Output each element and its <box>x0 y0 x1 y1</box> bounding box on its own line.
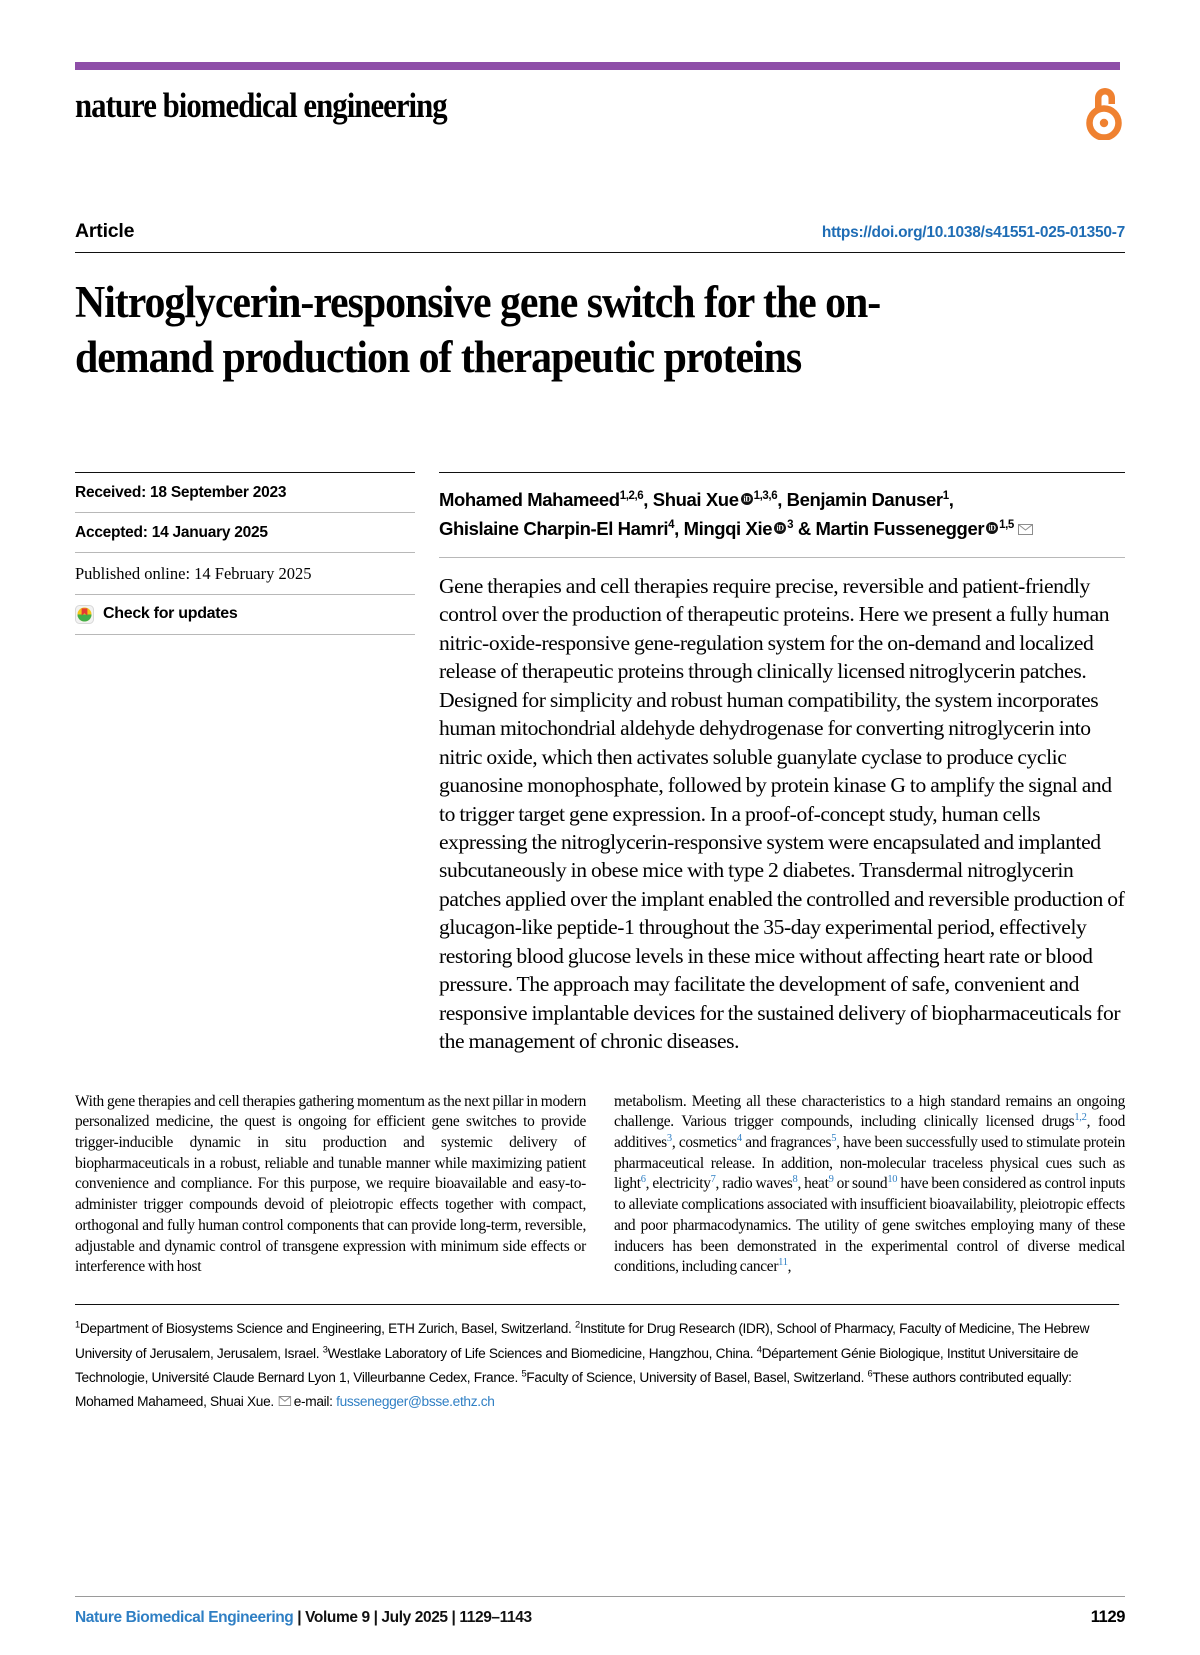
footer-journal-name[interactable]: Nature Biomedical Engineering <box>75 1609 294 1626</box>
orcid-icon[interactable] <box>741 485 753 504</box>
reference-marker[interactable]: 9 <box>828 1174 834 1186</box>
body-column-left: With gene therapies and cell therapies gathering momentum as the next pillar in modern personalized medicine, the quest is ongoing for efficient gene switches to provide trigger-inducible dynamic in situ production and systemic delivery of biopharmaceuticals in a robust, reliable and tunable manner while maximizing patient convenience and compliance. For this purpose, we require bioavailable and easy-to-administer trigger compounds devoid of pleiotropic effects together with compact, orthogonal and fully human control components that can provide long-term, reversible, adjustable and dynamic control of transgene expression with minimum side effects or interference with host <box>75 1092 586 1276</box>
published-online-date: Published online: 14 February 2025 <box>75 563 312 583</box>
reference-marker[interactable]: 5 <box>831 1132 837 1144</box>
doi-link[interactable]: https://doi.org/10.1038/s41551-025-01350-7 <box>821 224 1125 241</box>
journal-title: nature biomedical engineering <box>75 86 447 125</box>
paper-page <box>0 62 1200 1655</box>
author-affil-marker: 3 <box>787 518 794 531</box>
corresponding-author-envelope-icon[interactable] <box>1018 515 1033 526</box>
envelope-icon <box>278 1390 291 1400</box>
open-access-lock-icon <box>1083 84 1125 140</box>
author-name[interactable]: Mohamed Mahameed <box>439 488 620 510</box>
author-affil-marker: 4 <box>668 518 675 531</box>
author-list <box>439 473 1125 557</box>
reference-marker[interactable]: 6 <box>640 1174 646 1186</box>
masthead <box>75 70 1125 162</box>
check-for-updates-label: Check for updates <box>103 605 238 623</box>
orcid-icon[interactable] <box>986 514 998 533</box>
abstract-text: Gene therapies and cell therapies require precise, reversible and patient-friendly control over the production of therapeutic proteins. Here we present a fully human nitric-oxide-responsive gene-regulation system for the on-demand and localized release of therapeutic proteins through clinically licensed nitroglycerin patches. Designed for simplicity and robust human compatibility, the system incorporates human mitochondrial aldehyde dehydrogenase for converting nitroglycerin into nitric oxide, which then activates soluble guanylate cyclase to produce cyclic guanosine monophosphate, followed by protein kinase G to amplify the signal and to trigger target gene expression. In a proof-of-concept study, human cells expressing the nitroglycerin-responsive system were encapsulated and implanted subcutaneously in obese mice with type 2 diabetes. Transdermal nitroglycerin patches applied over the implant enabled the controlled and reversible production of glucagon-like peptide-1 throughout the 35-day experimental period, effectively restoring blood glucose levels in these mice without affecting heart rate or blood pressure. The approach may facilitate the development of safe, convenient and responsive implantable devices for the sustained delivery of biopharmaceuticals for the management of chronic diseases. <box>439 573 1125 1054</box>
reference-marker[interactable]: 1 <box>75 1319 80 1331</box>
affiliations-footnote <box>75 1304 1119 1415</box>
reference-marker[interactable]: 3 <box>666 1132 672 1144</box>
affiliation-segments: $^1$Department of Biosystems Science and Engineering, ETH Zurich, Basel, Switzerland. $^2$Institute for Drug Research (IDR), School of Pharmacy, Faculty of Medicine, The Hebrew University of Jerusalem, Jerusalem, Israel. $^3$Westlake Laboratory of Life Sciences and Biomedicine, Hangzhou, China. $^4$Département Génie Biologique, Institut Universitaire de Technologie, Université Claude Bernard Lyon 1, Villeurbanne Cedex, France. $^5$Faculty of Science, University of Basel, Basel, Switzerland. $^6$These authors contributed equally: Mohamed Mahameed, Shuai Xue. <box>75 1319 1090 1411</box>
article-type-label: Article <box>75 220 135 242</box>
author-separator[interactable]: , Mingqi Xie <box>674 517 773 539</box>
footer-volume-pages: | Volume 9 | July 2025 | 1129–1143 <box>293 1609 532 1626</box>
received-date: Received: 18 September 2023 <box>75 483 287 501</box>
page-footer <box>75 1596 1125 1627</box>
reference-marker[interactable]: 2 <box>574 1319 580 1331</box>
reference-marker[interactable]: 4 <box>756 1343 762 1355</box>
author-separator[interactable]: , Shuai Xue <box>643 488 739 510</box>
orcid-icon[interactable] <box>774 514 786 533</box>
reference-marker[interactable]: 6 <box>867 1368 873 1380</box>
article-doi-row <box>75 214 1125 253</box>
author-separator[interactable]: & Martin Fussenegger <box>793 517 985 539</box>
author-separator[interactable]: , Benjamin Danuser <box>777 488 943 510</box>
author-affil-marker: 1 <box>942 489 949 502</box>
page-number: 1129 <box>1090 1608 1125 1626</box>
author-name[interactable]: Ghislaine Charpin-El Hamri <box>439 517 669 539</box>
metadata-authors-abstract <box>75 472 1125 1056</box>
corresponding-email-link[interactable]: fussenegger@bsse.ethz.ch <box>336 1394 495 1411</box>
reference-marker[interactable]: 11 <box>778 1257 788 1269</box>
reference-marker[interactable]: 8 <box>792 1174 798 1186</box>
check-for-updates-button[interactable] <box>75 595 415 634</box>
reference-marker[interactable]: 4 <box>736 1132 742 1144</box>
brand-color-bar <box>75 62 1120 70</box>
reference-marker[interactable]: 1,2 <box>1074 1112 1087 1124</box>
author-affil-marker: 1,2,6 <box>619 489 644 502</box>
page-title: Nitroglycerin-responsive gene switch for the on-demand production of therapeutic proteins <box>75 277 881 383</box>
author-separator: , <box>948 488 954 510</box>
svg-text:iD: iD <box>776 523 784 533</box>
reference-marker[interactable]: 10 <box>887 1174 898 1186</box>
divider <box>75 634 415 635</box>
reference-marker[interactable]: 3 <box>322 1343 328 1355</box>
author-affil-marker: 1,5 <box>999 518 1014 531</box>
reference-marker[interactable]: 7 <box>710 1174 716 1186</box>
body-columns <box>75 1092 1125 1278</box>
svg-text:iD: iD <box>988 523 996 533</box>
body-column-right: metabolism. Meeting all these characteristics to a high standard remains an ongoing challenge. Various trigger compounds, including clinically licensed drugs$^{1,2}$, food additives$^3$, cosmetics$^4$ and fragrances$^5$, have been successfully used to stimulate protein pharmaceutical release. In addition, non-molecular traceless physical cues such as light$^6$, electricity$^7$, radio waves$^8$, heat$^9$ or sound$^{10}$ have been considered as control inputs to alleviate complications associated with insufficient bioavailability, pleiotropic effects and poor pharmacodynamics. The utility of gene switches employing many of these inducers has been demonstrated in the experimental control of diverse medical conditions, including cancer$^{11}$, <box>614 1092 1126 1276</box>
crossmark-icon <box>75 605 94 624</box>
footer-citation <box>75 1609 532 1627</box>
accepted-date: Accepted: 14 January 2025 <box>75 523 268 541</box>
reference-marker[interactable]: 5 <box>521 1368 527 1380</box>
svg-text:iD: iD <box>743 494 751 504</box>
publication-metadata <box>75 472 415 1056</box>
email-label: e-mail: <box>293 1394 337 1411</box>
author-affil-marker: 1,3,6 <box>753 489 778 502</box>
authors-abstract-column <box>439 472 1125 1056</box>
